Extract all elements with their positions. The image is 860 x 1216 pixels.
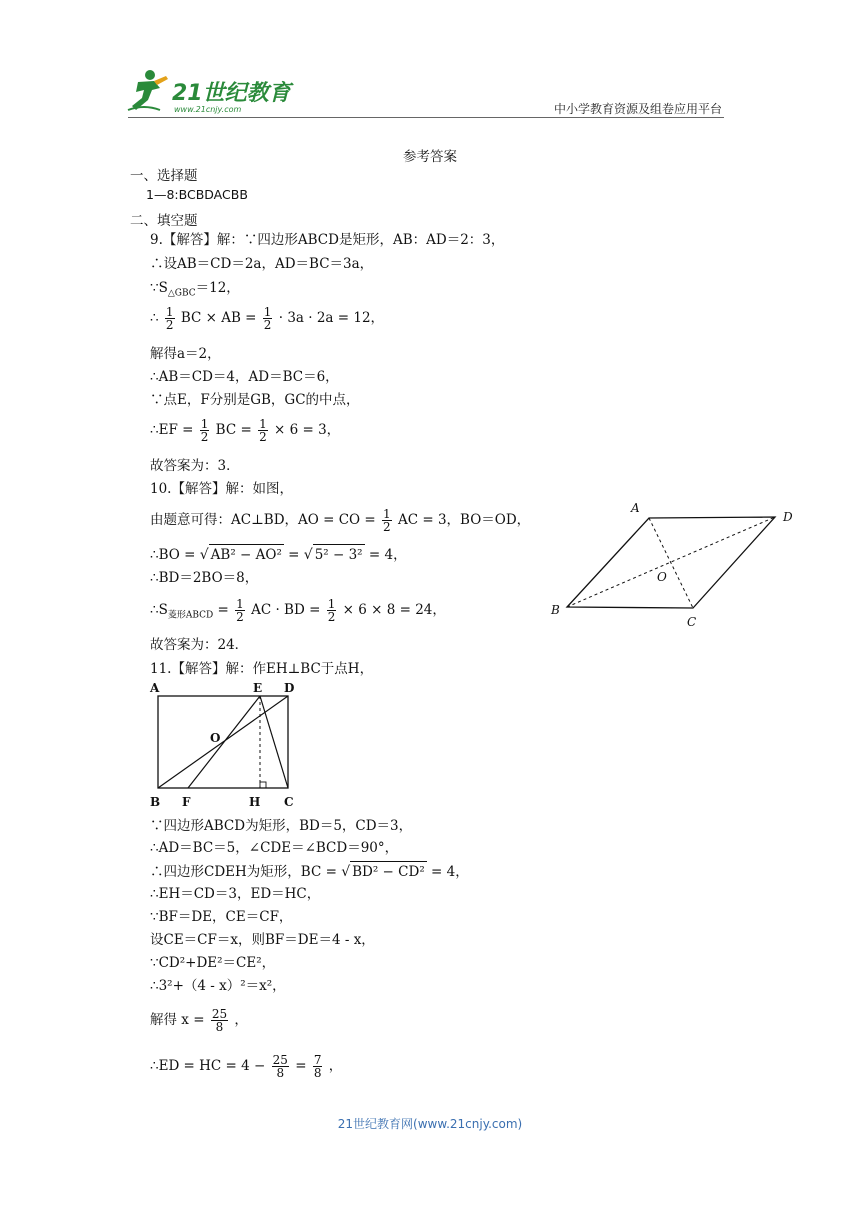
rectangle-figure (142, 676, 312, 812)
rhombus-figure (545, 495, 805, 635)
q9-line-1: 9.【解答】解：∵四边形ABCD是矩形，AB：AD＝2：3， (150, 232, 505, 248)
fraction-half: $\frac{1}{2}$ (327, 597, 336, 624)
fig-label-h: H (249, 795, 261, 809)
q11-line-11: ∴ED = HC = 4 − $\frac{25}{8}$ = $\frac{7}{8}$ ， (150, 1053, 343, 1080)
q11-line-2: ∵四边形ABCD为矩形，BD＝5，CD＝3， (150, 818, 413, 834)
q10-line-1: 10.【解答】解：如图， (150, 481, 293, 497)
fig-label-c: C (284, 795, 294, 809)
q11-line-7: 设CE＝CF＝x，则BF＝DE＝4 - x， (150, 932, 375, 948)
fraction-25-8: $\frac{25}{8}$ (272, 1053, 288, 1080)
fraction-half: $\frac{1}{2}$ (165, 305, 174, 332)
logo-text: 21世纪教育 (172, 81, 291, 106)
runner-icon (128, 70, 168, 110)
fig-label-a: A (150, 681, 160, 695)
fig-label-b: B (150, 795, 161, 809)
q9-line-9: 故答案为：3． (150, 458, 240, 474)
fill-heading: 二、填空题 (130, 213, 198, 229)
logo (124, 66, 304, 116)
fraction-7-8: $\frac{7}{8}$ (313, 1053, 322, 1080)
q11-line-4: ∴四边形CDEH为矩形，BC = √ BD² − CD² = 4， (150, 861, 469, 882)
q11-line-5: ∴EH＝CD＝3，ED＝HC， (150, 886, 321, 902)
q9-line-7: ∵点E，F分别是GB，GC的中点， (150, 392, 360, 408)
fraction-half: $\frac{1}{2}$ (236, 597, 244, 624)
footer: 21世纪教育网(www.21cnjy.com) (337, 1117, 523, 1131)
q10-line-6: 故答案为：24． (150, 637, 249, 653)
fig-label-o: O (210, 731, 221, 745)
fig-label-a: A (631, 501, 640, 515)
q11-line-3: ∴AD＝BC＝5，∠CDE＝∠BCD＝90°， (150, 840, 399, 856)
fig-label-d: D (284, 681, 295, 695)
choice-heading: 一、选择题 (130, 168, 198, 184)
fig-label-e: E (253, 681, 263, 695)
fig-label-o: O (657, 570, 667, 584)
q9-line-6: ∴AB＝CD＝4，AD＝BC＝6， (150, 369, 339, 385)
q9-line-2: ∴设AB＝CD＝2a，AD＝BC＝3a， (150, 256, 374, 272)
q11-line-1: 11.【解答】解：作EH⊥BC于点H， (150, 661, 374, 677)
q10-line-4: ∴BD＝2BO＝8， (150, 570, 259, 586)
fraction-half: $\frac{1}{2}$ (200, 417, 209, 444)
fraction-25-8: $\frac{25}{8}$ (211, 1007, 228, 1034)
q11-line-6: ∵BF＝DE，CE＝CF， (150, 909, 293, 925)
q11-line-10: 解得 x = $\frac{25}{8}$ ， (150, 1007, 248, 1034)
fig-label-f: F (182, 795, 191, 809)
q10-line-2: 由题意可得：AC⊥BD，AO = CO = $\frac{1}{2}$ AC = 3，BO＝OD， (150, 507, 531, 534)
q10-line-5: $\therefore S_{菱形ABCD}$ = $\frac{1}{2}$ AC · BD = $\frac{1}{2}$ × 6 × 8 = 24， (150, 597, 446, 624)
q10-line-3: ∴BO = √ AB² − AO² = √ 5² − 3² = 4， (150, 544, 407, 565)
fig-label-c: C (687, 615, 697, 629)
q9-line-3: $\because S_{\triangle GBC}=12$， (150, 280, 240, 299)
choice-answers: 1—8:BCBDACBB (146, 187, 248, 202)
q9-line-5: 解得a＝2， (150, 346, 221, 362)
header-right-text: 中小学教育资源及组卷应用平台 (553, 102, 722, 116)
fraction-half: $\frac{1}{2}$ (263, 305, 272, 332)
q9-line-8: ∴EF = $\frac{1}{2}$ BC = $\frac{1}{2}$ × 6 = 3， (150, 417, 341, 444)
fig-label-b: B (551, 603, 560, 617)
fraction-half: $\frac{1}{2}$ (259, 417, 267, 444)
q9-line-4: ∴ $\frac{1}{2}$ BC × AB = $\frac{1}{2}$ · 3a · 2a = 12， (150, 305, 385, 332)
fraction-half: $\frac{1}{2}$ (383, 507, 391, 534)
fig-label-d: D (783, 510, 793, 524)
page-title: 参考答案 (403, 149, 457, 165)
q11-line-9: ∴3²+（4 - x）²＝x²， (150, 978, 286, 994)
header-divider (128, 117, 724, 118)
q11-line-8: ∵CD²+DE²＝CE²， (150, 955, 276, 971)
logo-url: www.21cnjy.com (174, 105, 242, 114)
